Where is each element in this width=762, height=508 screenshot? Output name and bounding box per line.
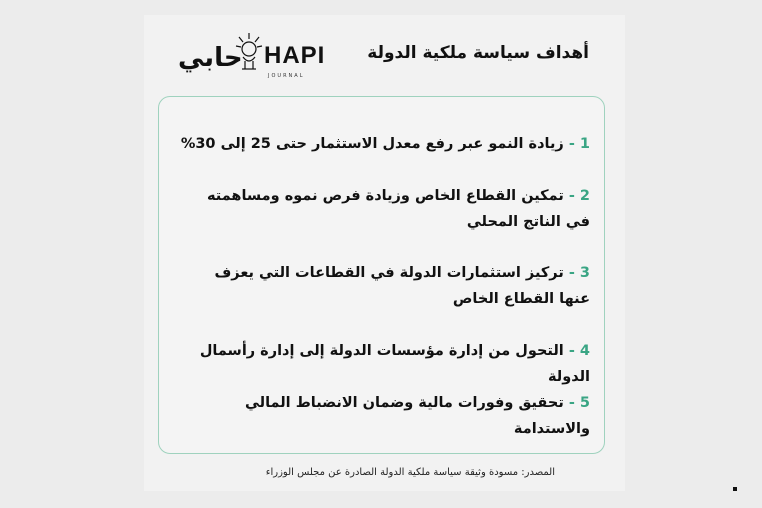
goal-item [180, 131, 590, 157]
goal-number: 4 - [568, 343, 590, 359]
goal-text: تركيز استثمارات الدولة في القطاعات التي يعزف عنها القطاع الخاص [214, 265, 590, 307]
hapi-logo [178, 29, 326, 85]
goal-item [180, 390, 590, 442]
logo-arabic-text: حابي [178, 43, 243, 73]
infographic-card [144, 15, 625, 491]
goal-number: 2 - [568, 188, 590, 204]
source-note: المصدر: مسودة وثيقة سياسة ملكية الدولة الصادرة عن مجلس الوزراء [265, 467, 555, 478]
goal-text: التحول من إدارة مؤسسات الدولة إلى إدارة رأسمال الدولة [199, 343, 590, 385]
goal-number: 5 - [568, 395, 590, 411]
goal-item [180, 338, 590, 390]
goal-text: زيادة النمو عبر رفع معدل الاستثمار حتى 25 إلى 30% [180, 136, 564, 152]
page-title: أهداف سياسة ملكية الدولة [367, 43, 589, 63]
goal-number: 1 - [568, 136, 590, 152]
goal-number: 3 - [568, 265, 590, 281]
logo-latin-text: HAPI [264, 42, 326, 69]
goal-text: تمكين القطاع الخاص وزيادة فرص نموه ومساهمته في الناتج المحلي [207, 188, 590, 230]
logo-subtitle: JOURNAL [268, 73, 305, 79]
goal-item [180, 260, 590, 312]
sun-emblem-icon [234, 31, 264, 73]
corner-mark [733, 487, 737, 491]
goal-item [180, 183, 590, 235]
goal-text: تحقيق وفورات مالية وضمان الانضباط المالي والاستدامة [244, 395, 590, 437]
goals-box [158, 96, 605, 454]
